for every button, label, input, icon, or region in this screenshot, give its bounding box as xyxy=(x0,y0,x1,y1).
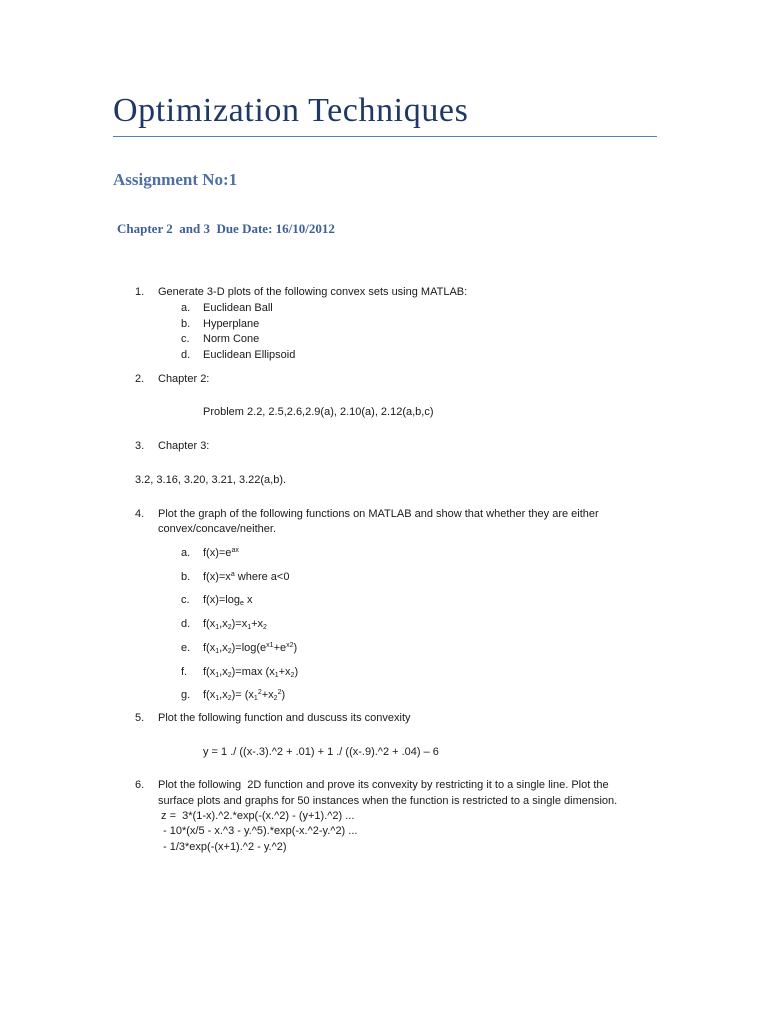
document-title: Optimization Techniques xyxy=(113,92,469,129)
chapter-due-date: Chapter 2 and 3 Due Date: 16/10/2012 xyxy=(117,221,335,236)
q2-number: 2. xyxy=(135,373,145,385)
q1-item-letter: d. xyxy=(181,349,191,361)
q4-number: 4. xyxy=(135,508,145,520)
q4-item-letter: a. xyxy=(181,547,191,559)
q3-problems: 3.2, 3.16, 3.20, 3.21, 3.22(a,b). xyxy=(135,474,287,486)
q4-item-formula: $f(x_1,x_2)=x_1+x_2$ xyxy=(203,618,267,631)
q4-item-formula: $f(x_1,x_2)=\max$ $(x_1+x_2)$ xyxy=(203,666,299,679)
q1-item-text: Hyperplane xyxy=(203,318,260,330)
q1-item-letter: a. xyxy=(181,302,191,314)
q6-code-line2: - 10*(x/5 - x.^3 - y.^5).*exp(-x.^2-y.^2) ... xyxy=(163,825,358,837)
q4-item-formula: $f(x)=\log_e$ x xyxy=(203,594,253,607)
q4-item-letter: c. xyxy=(181,594,190,606)
q5-text: Plot the following function and duscuss its convexity xyxy=(158,712,411,724)
q1-item-letter: c. xyxy=(181,333,190,345)
q1-item-text: Euclidean Ellipsoid xyxy=(203,349,296,361)
q4-item-letter: d. xyxy=(181,618,191,630)
q4-item-letter: g. xyxy=(181,689,191,701)
q1-number: 1. xyxy=(135,286,145,298)
q6-text-line1: Plot the following 2D function and prove its convexity by restricting it to a single line. Plot the xyxy=(158,779,609,791)
q1-item-text: Norm Cone xyxy=(203,333,260,345)
q5-number: 5. xyxy=(135,712,145,724)
q4-item-formula: $f(x)=e^{ax}$ xyxy=(203,547,239,559)
q6-number: 6. xyxy=(135,779,145,791)
assignment-heading: Assignment No:1 xyxy=(113,170,238,189)
q4-item-formula: $f(x)=x^a$ where a<0 xyxy=(203,571,290,583)
q4-item-letter: f. xyxy=(181,666,188,678)
q2-text: Chapter 2: xyxy=(158,373,210,385)
q6-code-line1: z = 3*(1-x).^2.*exp(-(x.^2) - (y+1).^2) ... xyxy=(158,810,355,822)
q6-code-line3: - 1/3*exp(-(x+1).^2 - y.^2) xyxy=(163,841,287,853)
q4-text-line1: Plot the graph of the following functions on MATLAB and show that whether they are either xyxy=(158,508,599,520)
q4-item-letter: e. xyxy=(181,642,191,654)
title-underline xyxy=(113,136,657,137)
q4-item-letter: b. xyxy=(181,571,191,583)
q1-item-letter: b. xyxy=(181,318,191,330)
q1-item-text: Euclidean Ball xyxy=(203,302,273,314)
q5-equation: y = 1 ./ ((x-.3).^2 + .01) + 1 ./ ((x-.9).^2 + .04) – 6 xyxy=(203,746,439,758)
q1-text: Generate 3-D plots of the following convex sets using MATLAB: xyxy=(158,286,468,298)
q4-text-line2: convex/concave/neither. xyxy=(158,523,277,535)
q2-problems: Problem 2.2, 2.5,2.6,2.9(a), 2.10(a), 2.12(a,b,c) xyxy=(203,406,434,418)
q3-text: Chapter 3: xyxy=(158,440,210,452)
q4-item-formula: $f(x_1,x_2)=\log(e^{x1}+e^{x2})$ xyxy=(203,642,298,655)
q4-item-formula: $f(x_1,x_2)= (x_1^2+x_2^2)$ xyxy=(203,689,286,702)
q3-number: 3. xyxy=(135,440,145,452)
q6-text-line2: surface plots and graphs for 50 instances when the function is restricted to a single dimension. xyxy=(158,795,618,807)
